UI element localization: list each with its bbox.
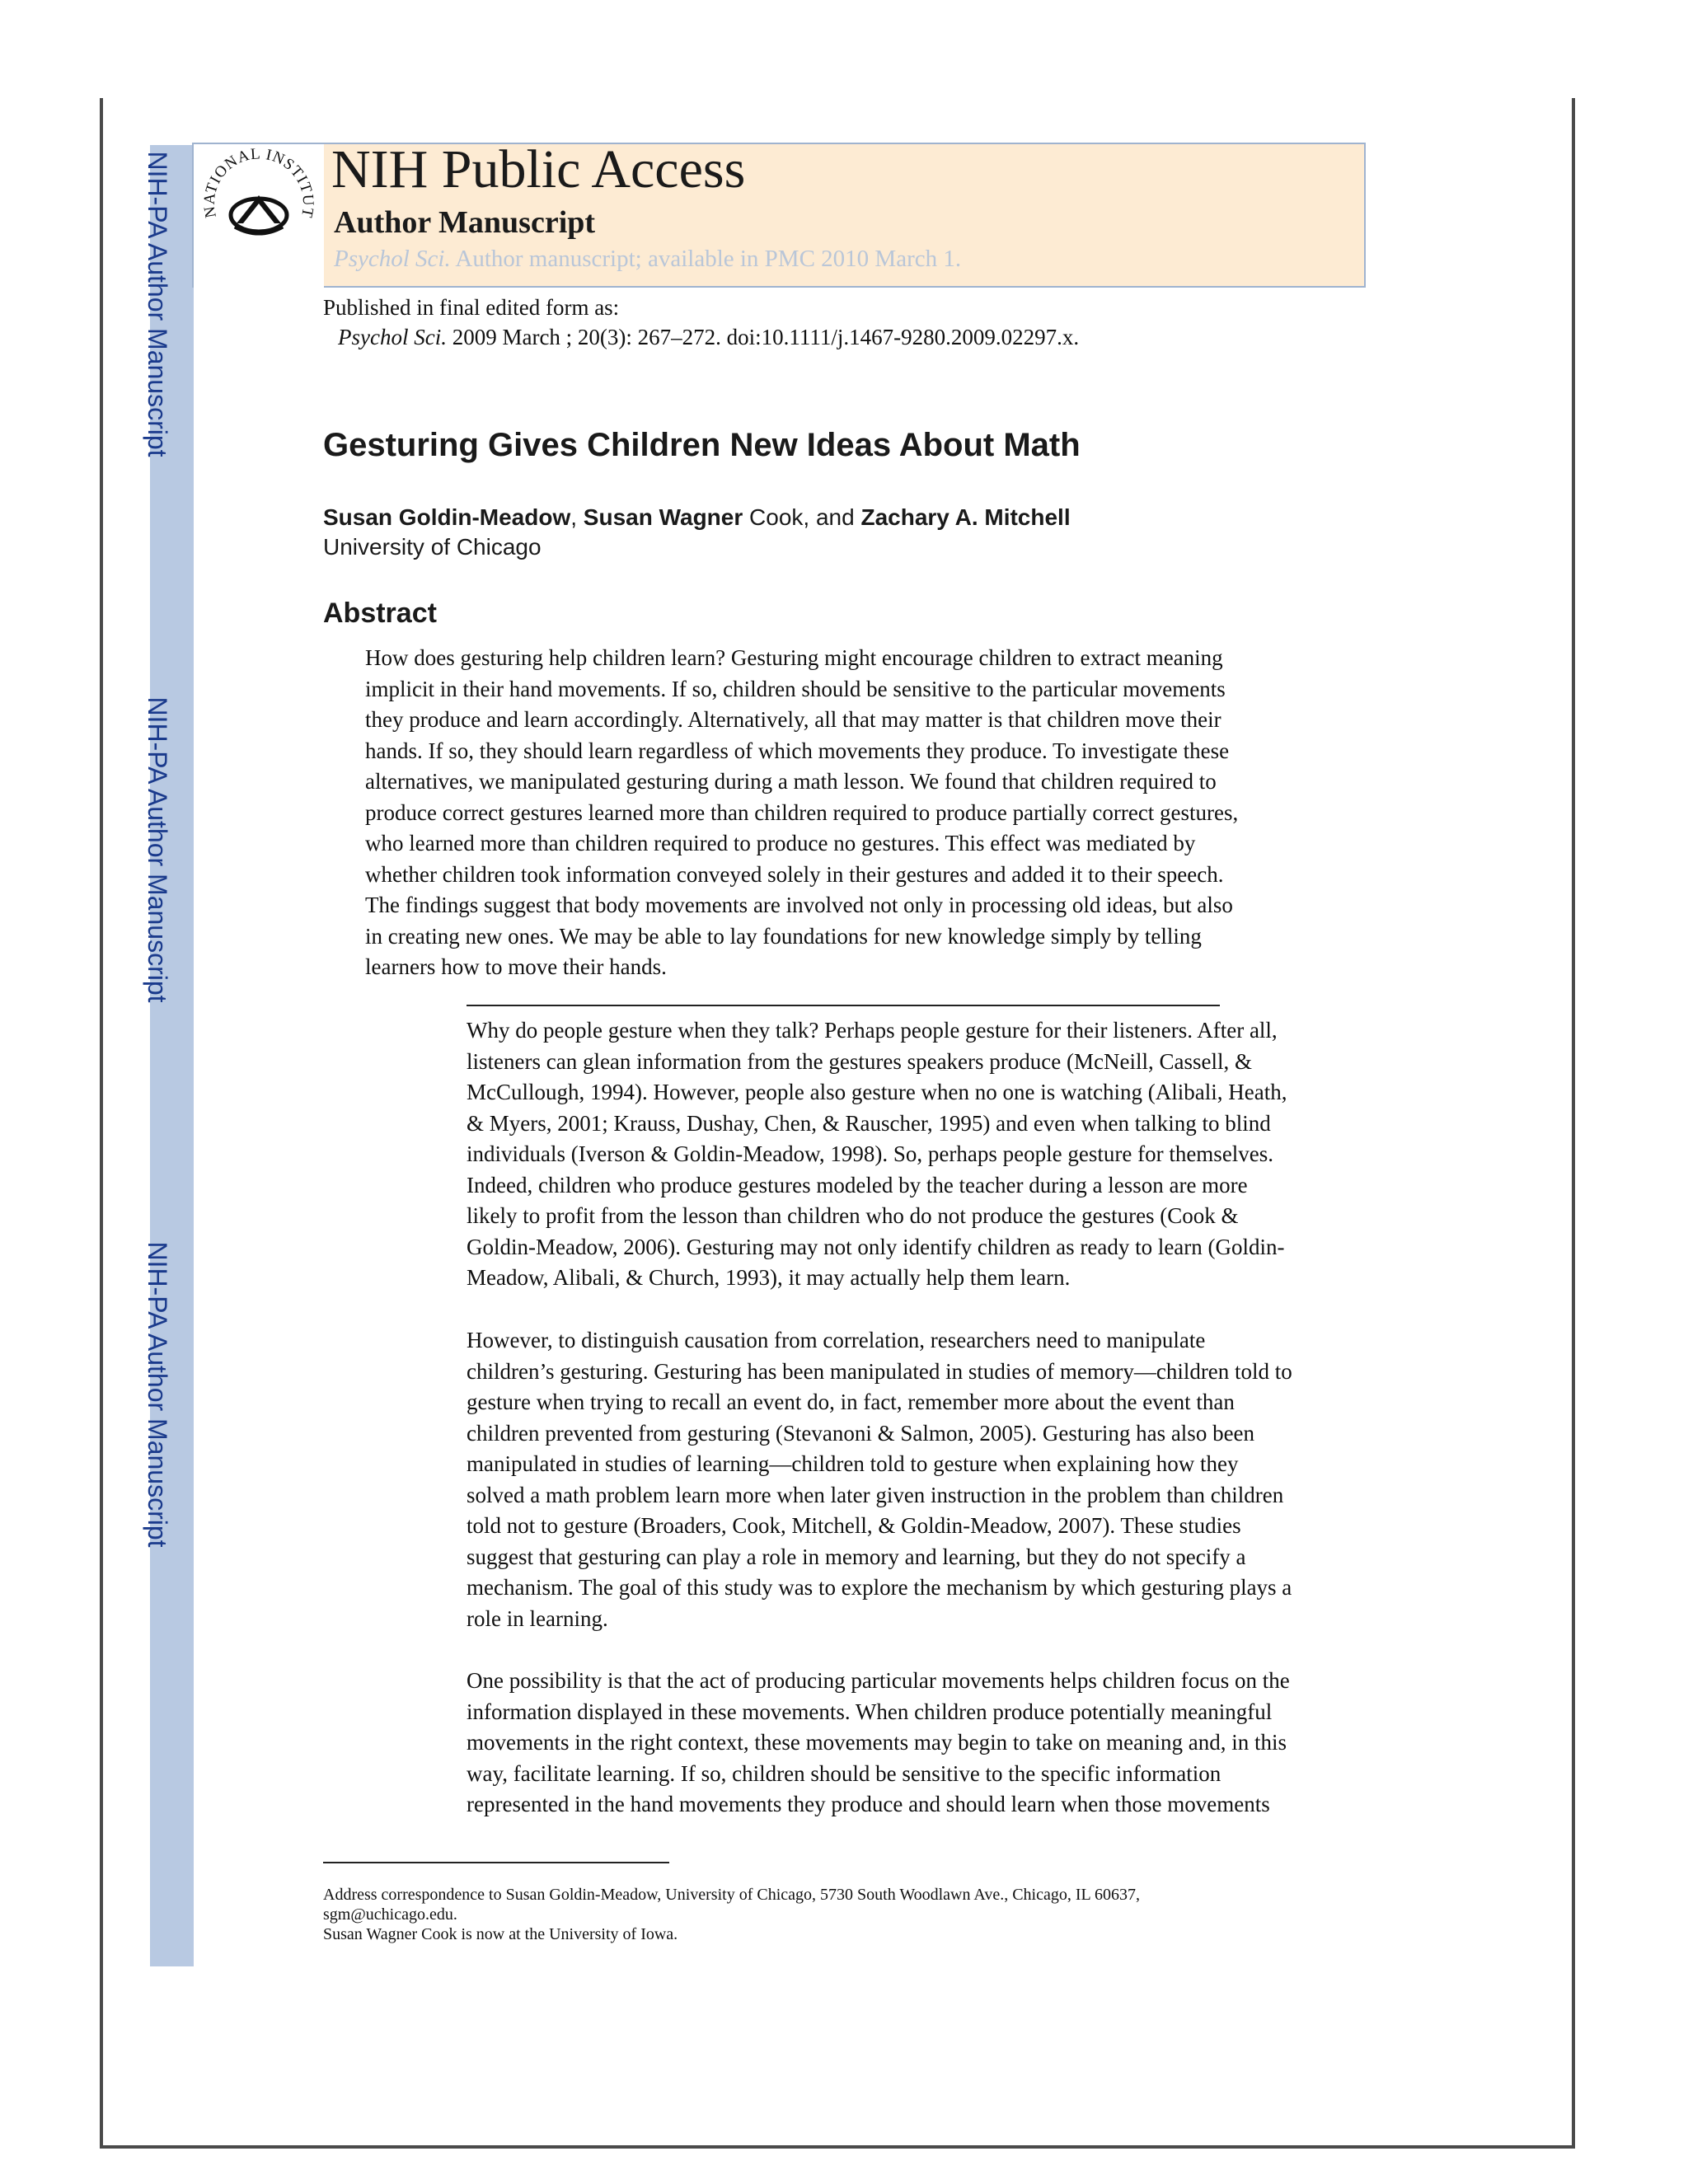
text-line: How does gesturing help children learn? Gesturing might encourage children to extract meaning (365, 645, 1223, 670)
text-line: One possibility is that the act of producing particular movements helps children focus on the (467, 1668, 1290, 1693)
text-line: children’s gesturing. Gesturing has been manipulated in studies of memory—children told to (467, 1358, 1292, 1384)
text-line: manipulated in studies of learning—children told to gesture when explaining how they (467, 1451, 1239, 1476)
text-line: Indeed, children who produce gestures modeled by the teacher during a lesson are more (467, 1172, 1248, 1197)
text-line: & Myers, 2001; Krauss, Dushay, Chen, & Rauscher, 1995) and even when talking to blind (467, 1110, 1271, 1136)
text-line: listeners can glean information from the gestures speakers produce (McNeill, Cassell, & (467, 1048, 1252, 1074)
text-line: represented in the hand movements they produce and should learn when those movements (467, 1792, 1270, 1816)
text-line: information displayed in these movements. When children produce potentially meaningful (467, 1699, 1273, 1724)
text-line: Meadow, Alibali, & Church, 1993), it may actually help them learn. (467, 1265, 1071, 1290)
text-line: they produce and learn accordingly. Alternatively, all that may matter is that children move their (365, 707, 1221, 732)
text-line: role in learning. (467, 1605, 608, 1631)
text-line: alternatives, we manipulated gesturing during a math lesson. We found that children required to (365, 769, 1217, 794)
text-line: Address correspondence to Susan Goldin-Meadow, University of Chicago, 5730 South Woodlawn Ave., Chicago, IL 60637, (323, 1886, 1141, 1904)
text-line: way, facilitate learning. If so, children should be sensitive to the specific information (467, 1760, 1221, 1786)
nih-logo (194, 144, 324, 288)
header-subtitle: Author Manuscript (334, 205, 596, 240)
svg-text:NATIONAL INSTITUTES OF HEALTH: NATIONAL INSTITUT (200, 145, 317, 220)
body-paragraph-2 (467, 1325, 1381, 1634)
abstract-heading: Abstract (323, 598, 437, 629)
body-paragraph-1 (467, 1015, 1381, 1294)
text-line: movements in the right context, these movements may begin to take on meaning and, in this (467, 1730, 1287, 1755)
text-line: mechanism. The goal of this study was to explore the mechanism by which gesturing plays a (467, 1575, 1292, 1600)
text-line: individuals (Iverson & Goldin-Meadow, 1998). So, perhaps people gesture for themselves. (467, 1141, 1274, 1166)
text-line: sgm@uchicago.edu. (323, 1905, 457, 1924)
text-line: gesture when trying to recall an event do, in fact, remember more about the event than (467, 1390, 1235, 1414)
text-line: likely to profit from the lesson than children who do not produce the gestures (Cook & (467, 1203, 1239, 1228)
published-label: Published in final edited form as: (323, 295, 620, 320)
author-list: Susan Goldin-Meadow, Susan Wagner Cook, and Zachary A. Mitchell (323, 504, 1071, 530)
availability-line: Psychol Sci. Author manuscript; available in PMC 2010 March 1. (334, 246, 962, 272)
nih-seal-icon (194, 144, 324, 288)
text-line: Why do people gesture when they talk? Perhaps people gesture for their listeners. After all, (467, 1018, 1278, 1043)
text-line: Goldin-Meadow, 2006). Gesturing may not only identify children as ready to learn (Goldin- (467, 1234, 1285, 1259)
text-line: who learned more than children required to produce no gestures. This effect was mediated by (365, 831, 1196, 855)
text-line: produce correct gestures learned more than children required to produce partially correct gestures, (365, 799, 1239, 825)
text-line: However, to distinguish causation from correlation, researchers need to manipulate (467, 1328, 1206, 1352)
article-title: Gesturing Gives Children New Ideas About Math (323, 427, 1081, 463)
text-line: whether children took information conveyed solely in their gestures and added it to their speech. (365, 861, 1224, 887)
text-line: The findings suggest that body movements are involved not only in processing old ideas, but also (365, 893, 1233, 917)
text-line: solved a math problem learn more when later given instruction in the problem than children (467, 1482, 1284, 1507)
text-line: learners how to move their hands. (365, 954, 667, 979)
affiliation: University of Chicago (323, 534, 542, 560)
text-line: in creating new ones. We may be able to lay foundations for new knowledge simply by telling (365, 923, 1202, 949)
text-line: McCullough, 1994). However, people also gesture when no one is watching (Alibali, Heath, (467, 1080, 1287, 1104)
text-line: children prevented from gesturing (Stevanoni & Salmon, 2005). Gesturing has also been (467, 1420, 1255, 1446)
header-title: NIH Public Access (331, 139, 746, 199)
footnote-divider (323, 1862, 669, 1863)
abstract-divider (467, 1005, 1220, 1006)
text-line: told not to gesture (Broaders, Cook, Mitchell, & Goldin-Meadow, 2007). These studies (467, 1513, 1241, 1538)
citation-line: Psychol Sci. 2009 March ; 20(3): 267–272. doi:10.1111/j.1467-9280.2009.02297.x. (338, 325, 1080, 349)
text-line: hands. If so, they should learn regardless of which movements they produce. To investigate these (365, 738, 1230, 763)
text-line: suggest that gesturing can play a role in memory and learning, but they do not specify a (467, 1544, 1246, 1569)
abstract-text (365, 643, 1338, 983)
text-line: implicit in their hand movements. If so, children should be sensitive to the particular movements (365, 676, 1226, 701)
footnote (323, 1885, 1395, 1944)
text-line: Susan Wagner Cook is now at the University of Iowa. (323, 1925, 678, 1943)
body-paragraph-3 (467, 1666, 1381, 1821)
